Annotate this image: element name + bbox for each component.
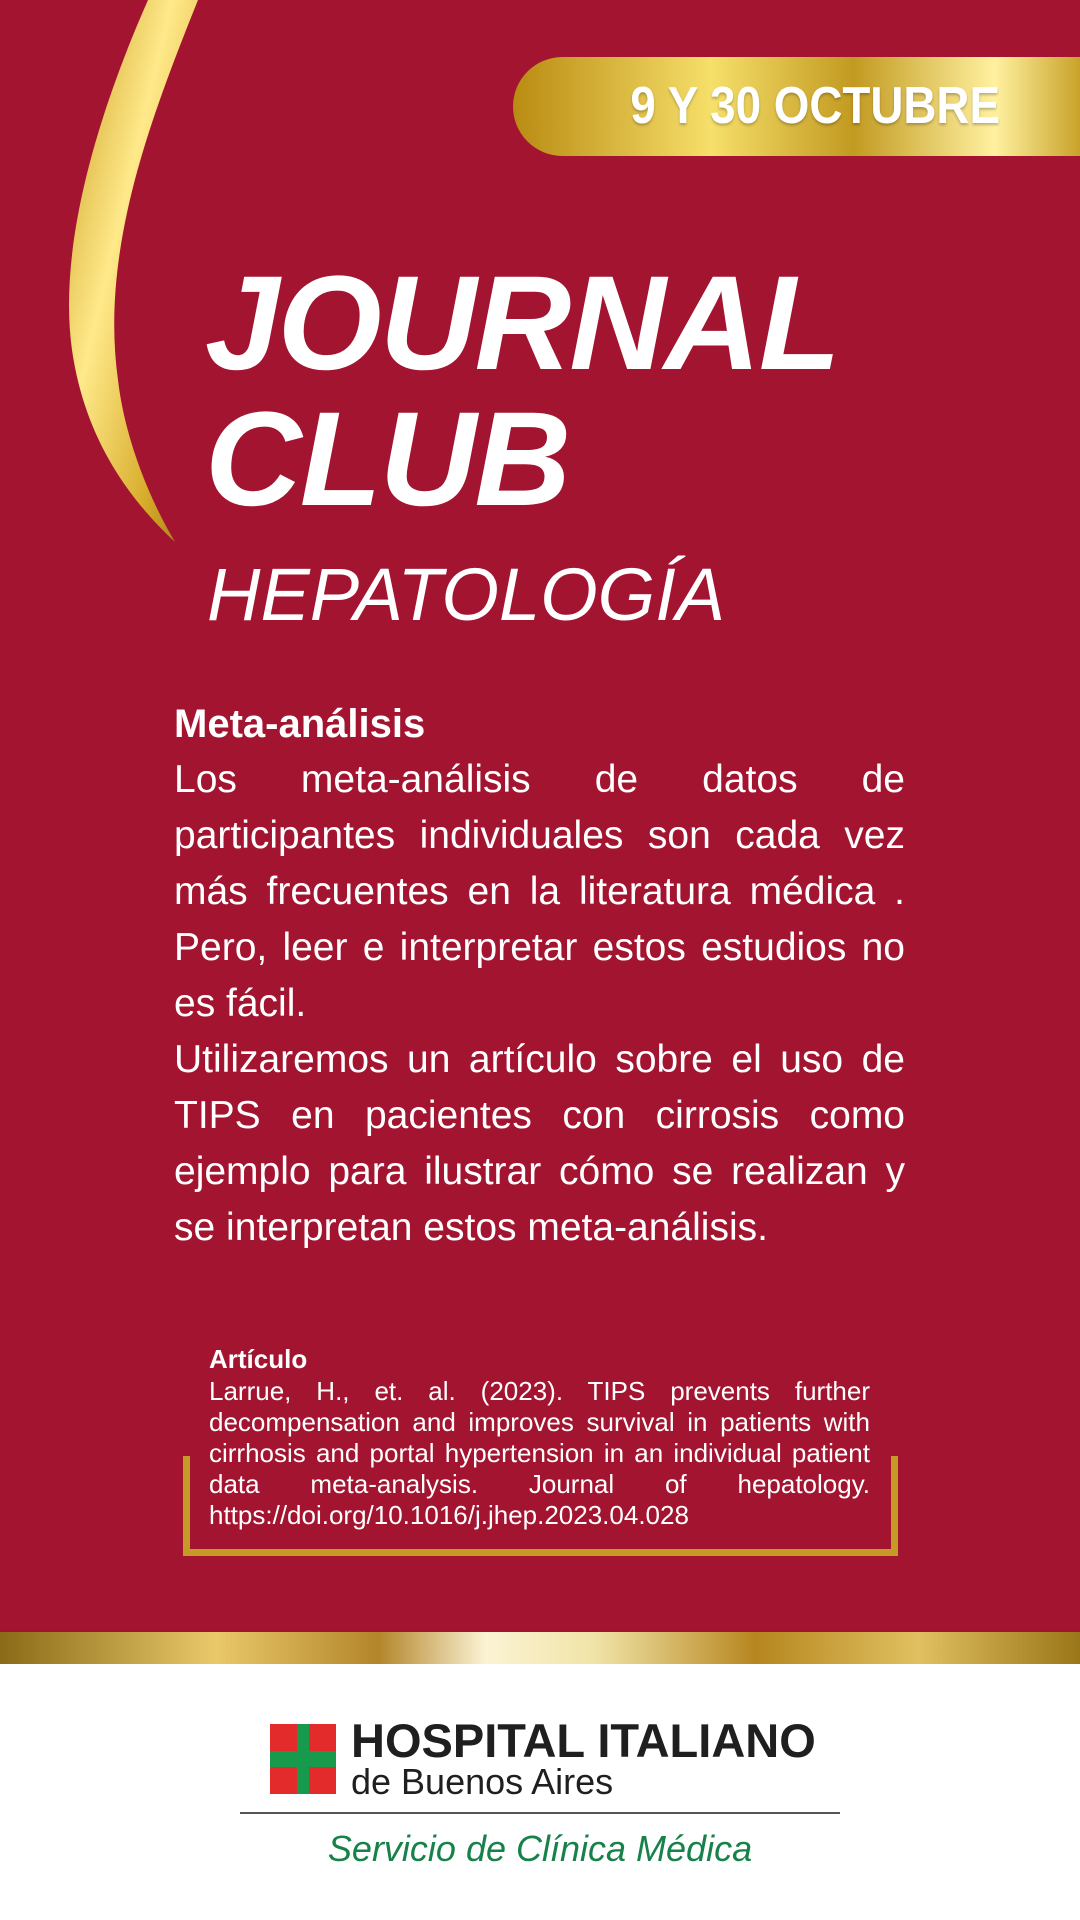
subtitle-specialty: HEPATOLOGÍA	[207, 553, 726, 636]
title-club: CLUB	[205, 385, 570, 534]
section-heading: Meta-análisis	[174, 702, 426, 746]
hospital-city: de Buenos Aires	[351, 1761, 614, 1802]
service-name: Servicio de Clínica Médica	[327, 1828, 753, 1869]
title-journal: JOURNAL	[205, 249, 839, 398]
footer-divider	[240, 1812, 840, 1814]
summary-text	[174, 752, 905, 1256]
date-banner	[513, 57, 1080, 156]
hospital-name: HOSPITAL ITALIANO	[351, 1714, 816, 1767]
summary-paragraph-1: Los meta-análisis de datos de participantes individuales son cada vez más frecuentes en la literatura médica . Pero, leer e interpretar estos estudios no es fácil.	[174, 758, 905, 1025]
gold-footer-stripe	[0, 1632, 1080, 1664]
event-dates: 9 Y 30 OCTUBRE	[630, 77, 1000, 135]
gold-swoosh-decoration	[0, 0, 230, 560]
summary-paragraph-2: Utilizaremos un artículo sobre el uso de TIPS en pacientes con cirrosis como ejemplo para ilustrar cómo se realizan y se interpretan estos meta-análisis.	[174, 1038, 905, 1249]
article-reference: Larrue, H., et. al. (2023). TIPS prevents further decompensation and improves survival in patients with cirrhosis and portal hypertension in an individual patient data meta-analysis. Journal of hepatology. https://doi.org/10.1016/j.jhep.2023.04.028	[209, 1376, 870, 1530]
article-label: Artículo	[209, 1344, 308, 1374]
hospital-cross-icon	[270, 1724, 336, 1794]
